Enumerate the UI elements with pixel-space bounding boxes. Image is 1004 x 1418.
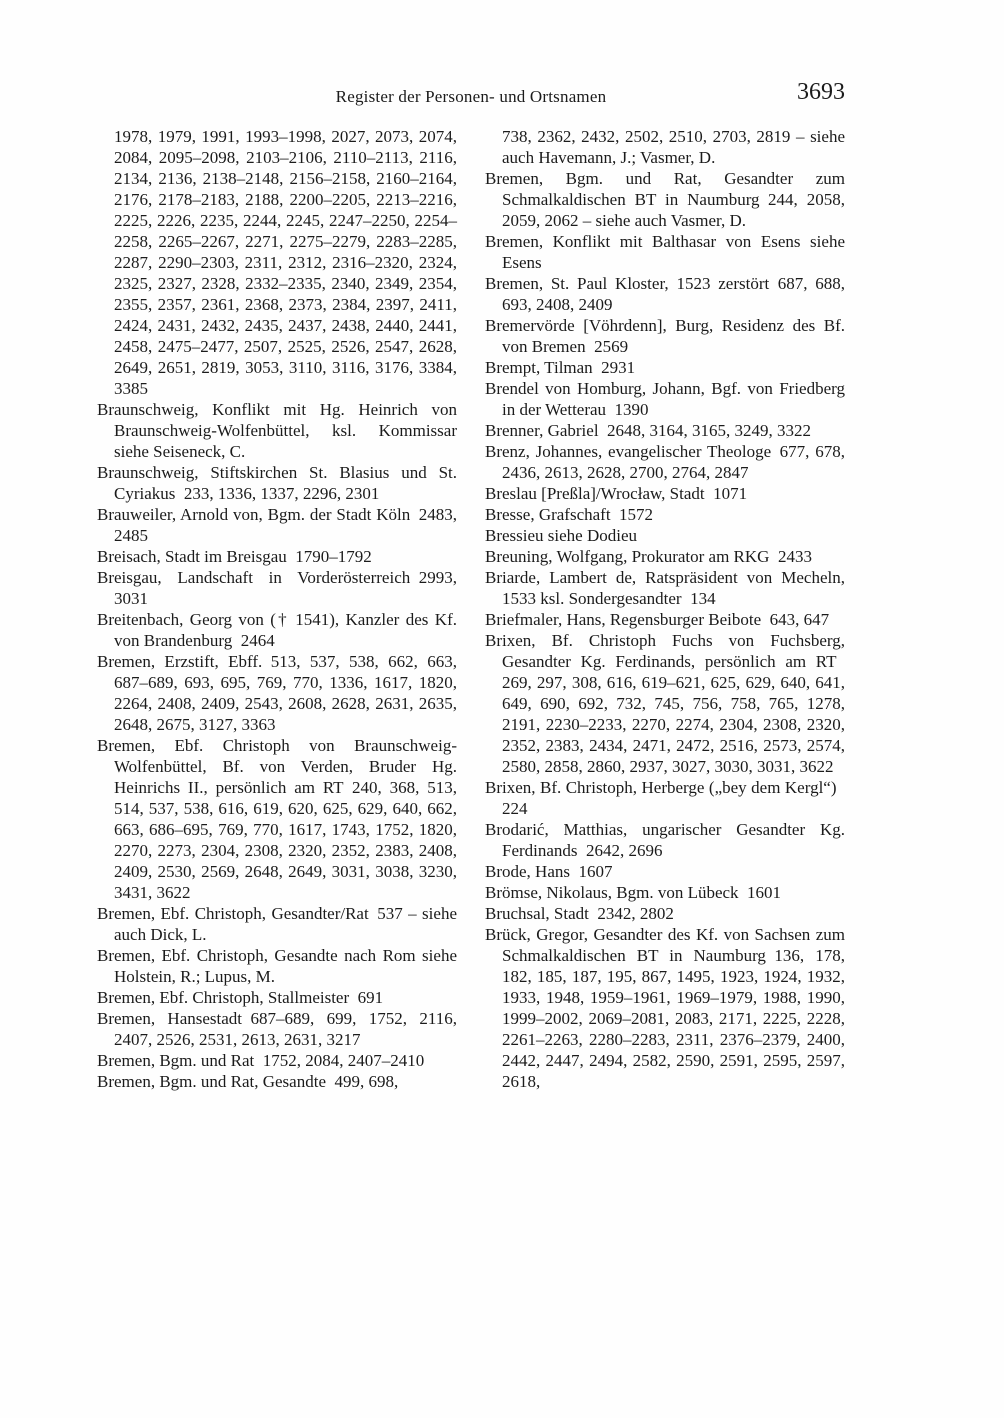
index-entry: Bremen, St. Paul Kloster, 1523 zerstört 687, 688, 693, 2408, 2409 <box>485 274 845 314</box>
page-number: 3693 <box>797 79 845 105</box>
index-entry: Bruchsal, Stadt 2342, 2802 <box>485 904 674 923</box>
index-columns <box>97 126 845 1092</box>
index-entry: Breuning, Wolfgang, Prokurator am RKG 2433 <box>485 547 812 566</box>
index-entry: Bresse, Grafschaft 1572 <box>485 505 654 524</box>
index-entry: Bremen, Ebf. Christoph, Gesandte nach Rom siehe Holstein, R.; Lupus, M. <box>97 946 457 986</box>
index-entry: Breitenbach, Georg von († 1541), Kanzler des Kf. von Brandenburg 2464 <box>97 610 457 650</box>
index-entry: Bremen, Ebf. Christoph, Gesandter/Rat 537 – siehe auch Dick, L. <box>97 904 457 944</box>
index-entry: Brixen, Bf. Christoph Fuchs von Fuchsberg, Gesandter Kg. Ferdinands, persönlich am RT 269, 297, 308, 616, 619–621, 625, 629, 640, 641, 649, 690, 692, 732, 745, 756, 758, 765, 1278, 2191, 2230–2233, 2270, 2274, 2304, 2308, 2320, 2352, 2383, 2434, 2471, 2472, 2516, 2573, 2574, 2580, 2858, 2860, 2937, 3027, 3030, 3031, 3622 <box>485 631 845 776</box>
index-entry: Briefmaler, Hans, Regensburger Beibote 643, 647 <box>485 610 830 629</box>
index-entry: Brode, Hans 1607 <box>485 862 613 881</box>
index-entry: Bremen, Ebf. Christoph von Braunschweig-Wolfenbüttel, Bf. von Verden, Bruder Hg. Heinrichs II., persönlich am RT 240, 368, 513, 514, 537, 538, 616, 619, 620, 625, 629, 640, 662, 663, 686–695, 769, 770, 1617, 1743, 1752, 1820, 2270, 2273, 2304, 2308, 2320, 2352, 2383, 2408, 2409, 2530, 2569, 2648, 2649, 3031, 3038, 3230, 3431, 3622 <box>97 736 457 902</box>
index-entry: Brömse, Nikolaus, Bgm. von Lübeck 1601 <box>485 883 782 902</box>
index-entry: Bremen, Konflikt mit Balthasar von Esens siehe Esens <box>485 232 845 272</box>
index-entry: Breslau [Preßla]/Wrocław, Stadt 1071 <box>485 484 748 503</box>
index-entry: Brempt, Tilman 2931 <box>485 358 636 377</box>
index-entry: Bremen, Bgm. und Rat, Gesandter zum Schmalkaldischen BT in Naumburg 244, 2058, 2059, 2062 – siehe auch Vasmer, D. <box>485 169 845 230</box>
running-head: Register der Personen- und Ortsnamen <box>335 87 607 106</box>
index-entry: Brück, Gregor, Gesandter des Kf. von Sachsen zum Schmalkaldischen BT in Naumburg 136, 178, 182, 185, 187, 195, 867, 1495, 1923, 1924, 1932, 1933, 1948, 1959–1961, 1969–1979, 1988, 1990, 1999–2002, 2069–2081, 2083, 2171, 2225, 2228, 2261–2263, 2280–2283, 2311, 2376–2379, 2400, 2442, 2447, 2494, 2582, 2590, 2591, 2595, 2597, 2618, <box>485 925 845 1091</box>
column-right <box>485 126 845 1092</box>
index-entry: Bremen, Erzstift, Ebff. 513, 537, 538, 662, 663, 687–689, 693, 695, 769, 770, 1336, 1617, 1820, 2264, 2408, 2409, 2543, 2608, 2628, 2631, 2635, 2648, 2675, 3127, 3363 <box>97 652 457 734</box>
index-entry: Bremervörde [Vöhrdenn], Burg, Residenz des Bf. von Bremen 2569 <box>485 316 845 356</box>
index-entry: Brodarić, Matthias, ungarischer Gesandter Kg. Ferdinands 2642, 2696 <box>485 820 845 860</box>
index-entry-continuation: 1978, 1979, 1991, 1993–1998, 2027, 2073, 2074, 2084, 2095–2098, 2103–2106, 2110–2113, 2116, 2134, 2136, 2138–2148, 2156–2158, 2160–2164, 2176, 2178–2183, 2188, 2200–2205, 2213–2216, 2225, 2226, 2235, 2244, 2245, 2247–2250, 2254–2258, 2265–2267, 2271, 2275–2279, 2283–2285, 2287, 2290–2303, 2311, 2312, 2316–2320, 2324, 2325, 2327, 2328, 2332–2335, 2340, 2349, 2354, 2355, 2357, 2361, 2368, 2373, 2384, 2397, 2411, 2424, 2431, 2432, 2435, 2437, 2438, 2440, 2441, 2458, 2475–2477, 2507, 2525, 2526, 2547, 2628, 2649, 2651, 2819, 3053, 3110, 3116, 3176, 3384, 3385 <box>114 127 457 398</box>
index-entry: Bremen, Bgm. und Rat, Gesandte 499, 698, <box>97 1072 399 1091</box>
index-entry: Braunschweig, Konflikt mit Hg. Heinrich von Braunschweig-Wolfenbüttel, ksl. Kommissar siehe Seiseneck, C. <box>97 400 457 461</box>
index-entry: Bremen, Bgm. und Rat 1752, 2084, 2407–2410 <box>97 1051 425 1070</box>
index-entry: Bremen, Ebf. Christoph, Stallmeister 691 <box>97 988 384 1007</box>
index-entry: Braunschweig, Stiftskirchen St. Blasius und St. Cyriakus 233, 1336, 1337, 2296, 2301 <box>97 463 457 503</box>
index-entry: Breisgau, Landschaft in Vorderösterreich 2993, 3031 <box>97 568 457 608</box>
index-entry: Brauweiler, Arnold von, Bgm. der Stadt Köln 2483, 2485 <box>97 505 457 545</box>
index-entry: Brendel von Homburg, Johann, Bgf. von Friedberg in der Wetterau 1390 <box>485 379 845 419</box>
index-entry: Brenner, Gabriel 2648, 3164, 3165, 3249, 3322 <box>485 421 812 440</box>
index-entry: Brenz, Johannes, evangelischer Theologe 677, 678, 2436, 2613, 2628, 2700, 2764, 2847 <box>485 442 845 482</box>
index-entry: Bressieu siehe Dodieu <box>485 526 638 545</box>
index-entry: Bremen, Hansestadt 687–689, 699, 1752, 2116, 2407, 2526, 2531, 2613, 2631, 3217 <box>97 1009 457 1049</box>
index-entry-continuation: 738, 2362, 2432, 2502, 2510, 2703, 2819 – siehe auch Havemann, J.; Vasmer, D. <box>502 127 845 167</box>
index-entry: Briarde, Lambert de, Ratspräsident von Mecheln, 1533 ksl. Sondergesandter 134 <box>485 568 845 608</box>
index-entry: Brixen, Bf. Christoph, Herberge („bey dem Kergl“) 224 <box>485 778 845 818</box>
index-entry: Breisach, Stadt im Breisgau 1790–1792 <box>97 547 372 566</box>
column-left <box>97 126 457 1092</box>
